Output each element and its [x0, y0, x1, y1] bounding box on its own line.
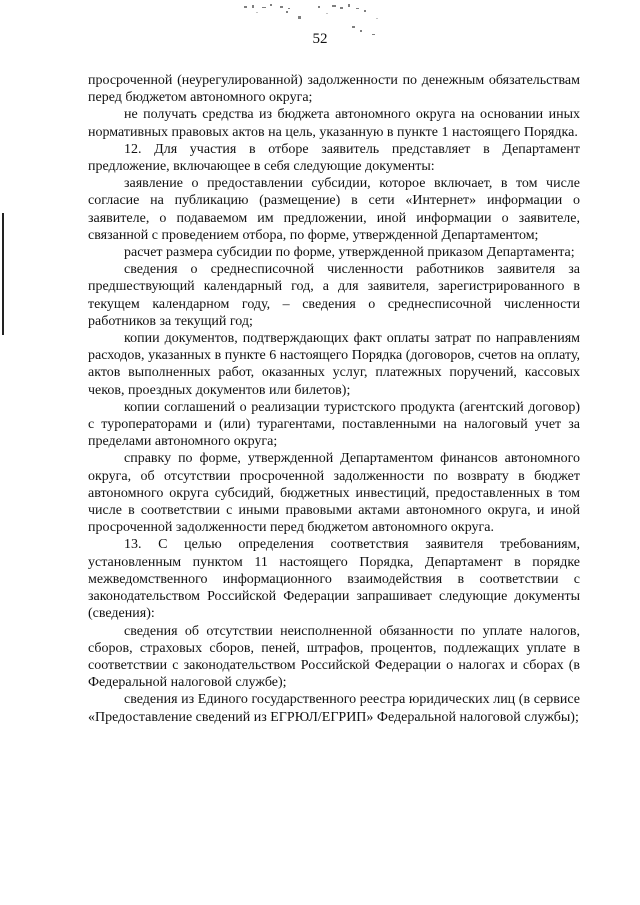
page-number: 52 [312, 31, 328, 47]
paragraph: просроченной (неурегулированной) задолженности по денежным обязательствам перед бюджетом автономного округа; [88, 73, 580, 106]
paragraph: копии документов, подтверждающих факт оплаты затрат по направлениям расходов, указанных в пункте 6 настоящего Порядка (договоров, счетов на оплату, актов выполненных работ, оказанных услуг, платежных поручений, кассовых чеков, проездных документов или билетов); [88, 331, 580, 398]
paragraph: сведения о среднесписочной численности работников заявителя за предшествующий календарный год, а для заявителя, зарегистрированного в текущем календарном году, – сведения о среднесписочной численности работников за текущий год; [88, 262, 580, 329]
paragraph: 13. С целью определения соответствия заявителя требованиям, установленным пунктом 11 настоящего Порядка, Департамент в порядке межведомственного информационного взаимодействия в соответствии с законодательством Российской Федерации запрашивает следующие документы (сведения): [88, 537, 580, 622]
paragraph: сведения из Единого государственного реестра юридических лиц (в сервисе «Предоставление сведений из ЕГРЮЛ/ЕГРИП» Федеральной налоговой службы); [88, 692, 580, 725]
paragraph: справку по форме, утвержденной Департаментом финансов автономного округа, об отсутствии просроченной задолженности по возврату в бюджет автономного округа субсидий, бюджетных инвестиций, предоставленных в том числе в соответствии с иными правовыми актами автономного округа, и иной просроченной задолженности перед бюджетом автономного округа. [88, 451, 580, 536]
paragraph: расчет размера субсидии по форме, утвержденной приказом Департамента; [124, 245, 575, 261]
paragraph: не получать средства из бюджета автономного округа на основании иных нормативных правовых актов на цель, указанную в пункте 1 настоящего Порядка. [88, 107, 580, 140]
paragraph: 12. Для участия в отборе заявитель представляет в Департамент предложение, включающее в себя следующие документы: [88, 141, 580, 175]
paragraph: копии соглашений о реализации туристского продукта (агентский договор) с туроператорами и (или) турагентами, поставленными на налоговый учет за пределами автономного округа; [88, 399, 580, 450]
paragraph: сведения об отсутствии неисполненной обязанности по уплате налогов, сборов, страховых сборов, пеней, штрафов, процентов, подлежащих уплате в соответствии с законодательством Российской Федерации о налогах и сборах (в Федеральной налоговой службе); [88, 623, 580, 691]
document-body [88, 72, 580, 726]
scan-margin-line [2, 213, 4, 335]
paragraph: заявление о предоставлении субсидии, которое включает, в том числе согласие на публикацию (размещение) в сети «Интернет» информации о заявителе, о подаваемом им предложении, иной информации о заявителе, связанной с проведением отбора, по форме, утвержденной Департаментом; [88, 176, 580, 243]
